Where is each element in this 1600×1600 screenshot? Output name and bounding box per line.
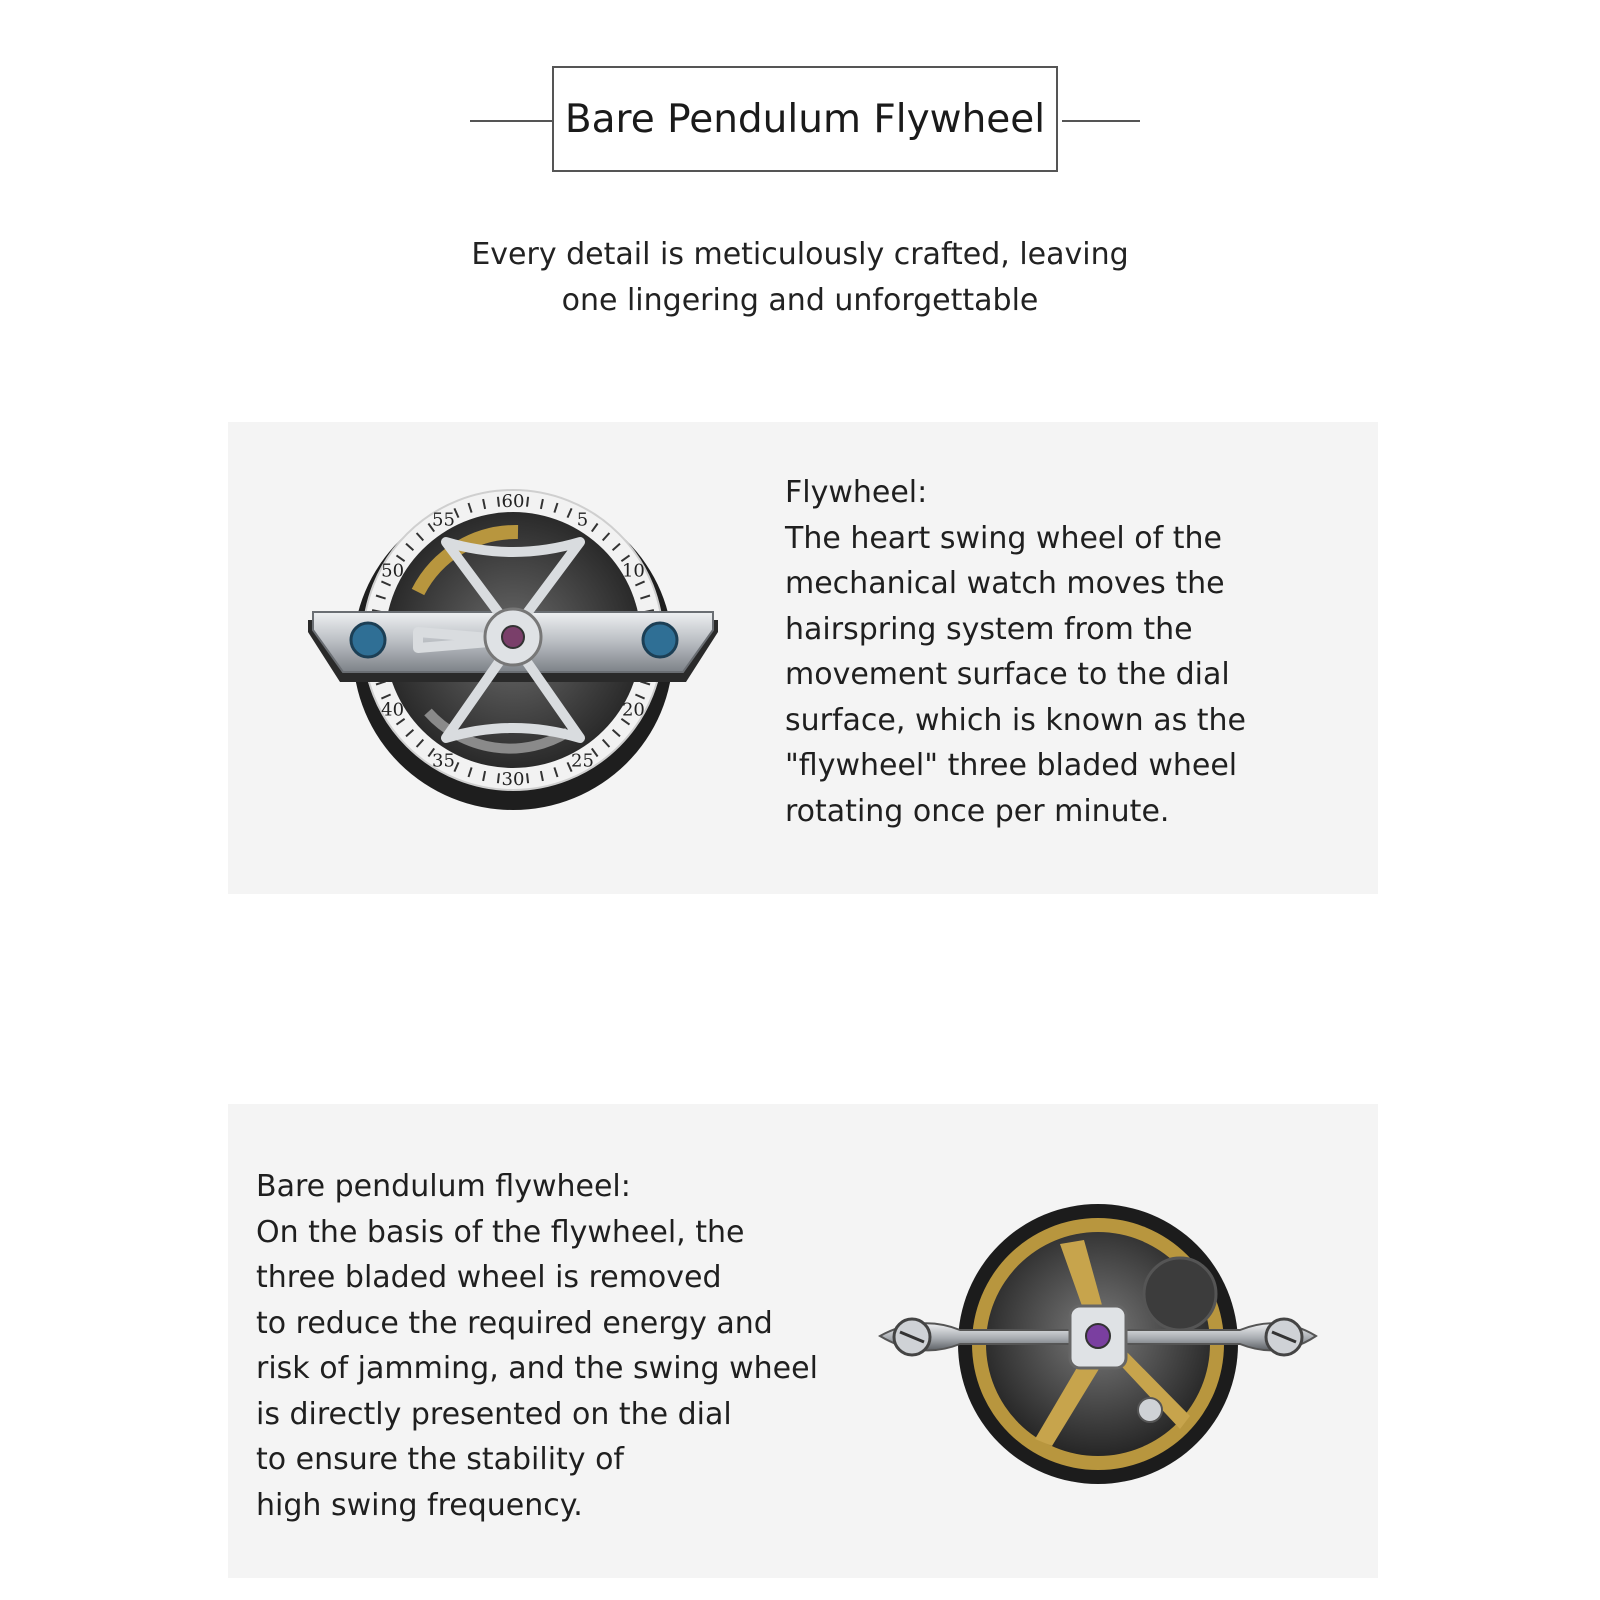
description-line: hairspring system from the <box>785 611 1193 647</box>
bare-pendulum-illustration <box>860 1184 1336 1514</box>
blue-screw-right <box>643 623 677 657</box>
dial-tick <box>498 497 499 507</box>
ruby-jewel <box>1086 1324 1110 1348</box>
ruby-jewel <box>502 626 524 648</box>
description-heading: Bare pendulum flywheel: <box>256 1169 631 1204</box>
title-divider-right <box>1062 120 1140 122</box>
description-line: The heart swing wheel of the <box>785 520 1222 556</box>
description-line: risk of jamming, and the swing wheel <box>256 1351 818 1386</box>
dial-number: 30 <box>501 769 525 790</box>
dial-tick <box>527 497 528 507</box>
description-heading: Flywheel: <box>785 475 928 510</box>
description-line: high swing frequency. <box>256 1487 583 1523</box>
description-line: mechanical watch moves the <box>785 566 1225 601</box>
flywheel-description <box>785 470 1246 834</box>
page-title: Bare Pendulum Flywheel <box>552 66 1058 172</box>
dial-number: 50 <box>381 560 405 582</box>
description-line: "flywheel" three bladed wheel <box>785 748 1238 783</box>
dial-number: 20 <box>621 699 645 721</box>
description-line: rotating once per minute. <box>785 793 1170 829</box>
description-line: to reduce the required energy and <box>256 1305 773 1341</box>
dial-number: 40 <box>381 699 405 721</box>
description-line: to ensure the stability of <box>256 1442 624 1477</box>
flywheel-illustration <box>268 482 758 822</box>
description-line: surface, which is known as the <box>785 702 1246 738</box>
dial-tick <box>527 773 528 783</box>
title-divider-left <box>470 120 552 122</box>
description-line: is directly presented on the dial <box>256 1396 732 1432</box>
bare-pendulum-panel <box>228 1104 1378 1578</box>
blue-screw-left <box>351 623 385 657</box>
subtitle-line: one lingering and unforgettable <box>561 283 1039 318</box>
description-line: three bladed wheel is removed <box>256 1260 722 1295</box>
dial-number: 60 <box>501 491 525 512</box>
subtitle <box>0 232 1600 324</box>
dial-number: 5 <box>576 509 589 531</box>
bare-pendulum-flywheel-icon <box>860 1184 1336 1514</box>
subtitle-line: Every detail is meticulously crafted, leaving <box>471 237 1129 272</box>
dial-number: 10 <box>621 560 645 582</box>
dial-tick <box>498 773 499 783</box>
bare-pendulum-description <box>256 1164 818 1528</box>
title-block <box>470 66 1140 176</box>
dial-number: 35 <box>432 750 455 772</box>
description-line: On the basis of the flywheel, the <box>256 1214 745 1250</box>
description-line: movement surface to the dial <box>785 657 1230 692</box>
flywheel-panel <box>228 422 1378 894</box>
flywheel-icon <box>268 482 758 822</box>
dial-number: 55 <box>432 509 455 531</box>
dial-number: 25 <box>571 750 594 772</box>
